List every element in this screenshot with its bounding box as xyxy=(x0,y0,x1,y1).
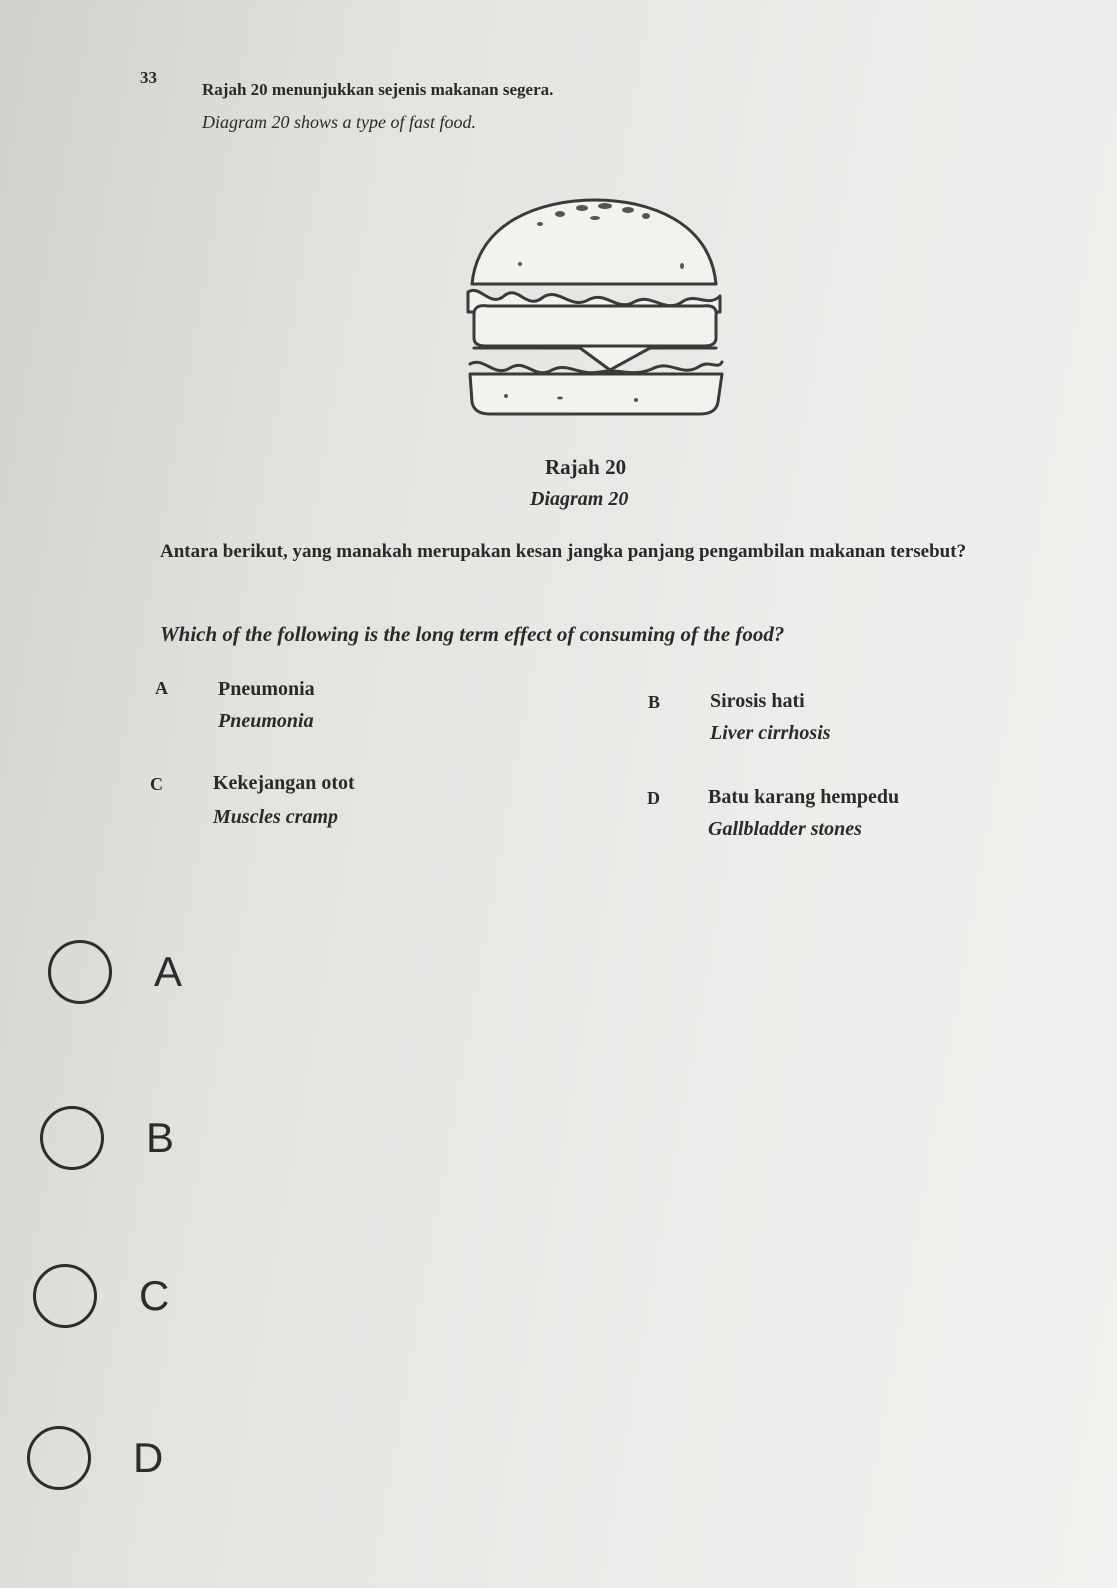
hamburger-diagram xyxy=(460,192,730,422)
answer-choice-d[interactable] xyxy=(27,1426,163,1490)
option-a-malay: Pneumonia xyxy=(218,678,315,700)
diagram-caption-malay: Rajah 20 xyxy=(545,455,627,479)
answer-choice-c[interactable] xyxy=(33,1264,169,1328)
option-d-english: Gallbladder stones xyxy=(708,818,862,840)
option-c-malay: Kekejangan otot xyxy=(213,772,355,794)
option-b-letter: B xyxy=(648,692,661,712)
option-b-malay: Sirosis hati xyxy=(710,690,805,712)
radio-a[interactable] xyxy=(48,940,112,1004)
answer-choice-label: B xyxy=(146,1114,175,1161)
prompt-malay: Antara berikut, yang manakah merupakan kesan jangka panjang pengambilan makanan tersebut? xyxy=(160,541,967,562)
prompt-english: Which of the following is the long term effect of consuming of the food? xyxy=(160,622,785,646)
option-a-letter: A xyxy=(155,678,168,698)
option-c-letter: C xyxy=(150,774,163,794)
option-c-english: Muscles cramp xyxy=(213,806,338,828)
diagram-caption-english: Diagram 20 xyxy=(530,488,629,510)
radio-c[interactable] xyxy=(33,1264,97,1328)
hamburger-icon xyxy=(460,192,730,422)
answer-choice-label: D xyxy=(133,1434,164,1481)
option-d-malay: Batu karang hempedu xyxy=(708,786,900,808)
answer-choice-label: C xyxy=(139,1272,170,1319)
answer-choice-b[interactable] xyxy=(40,1106,174,1170)
question-number: 33 xyxy=(140,68,157,87)
radio-b[interactable] xyxy=(40,1106,104,1170)
option-b-english: Liver cirrhosis xyxy=(710,722,831,744)
question-intro-malay: Rajah 20 menunjukkan sejenis makanan segera. xyxy=(202,80,554,99)
radio-d[interactable] xyxy=(27,1426,91,1490)
option-d-letter: D xyxy=(647,788,660,808)
question-intro-english: Diagram 20 shows a type of fast food. xyxy=(202,112,477,132)
answer-choice-a[interactable] xyxy=(48,940,182,1004)
option-a-english: Pneumonia xyxy=(218,710,314,732)
answer-choice-label: A xyxy=(154,948,183,995)
